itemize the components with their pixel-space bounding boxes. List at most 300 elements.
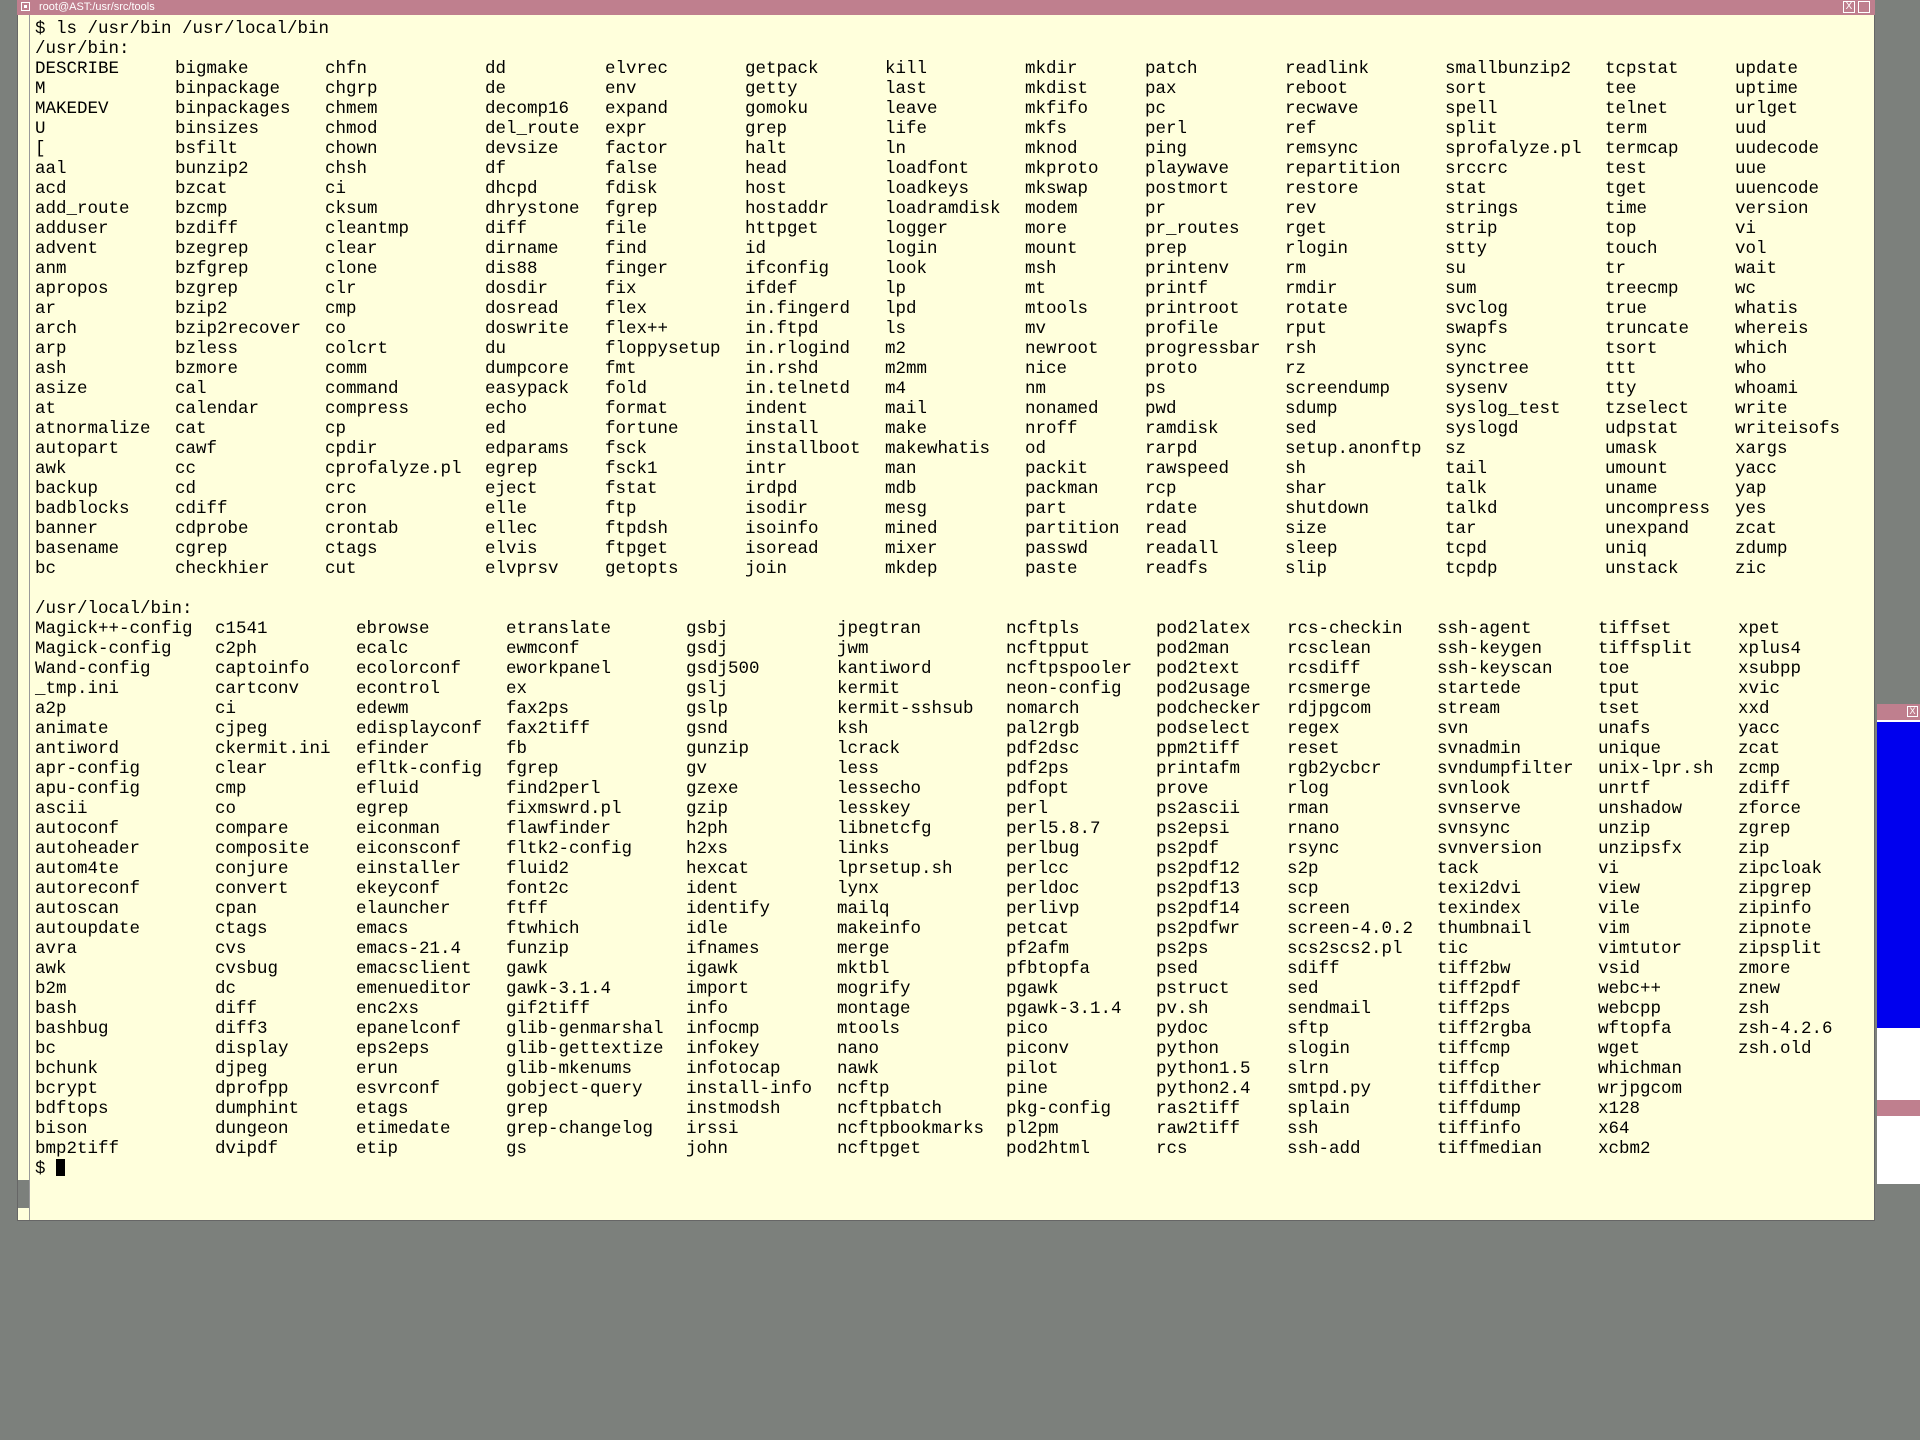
file-entry: atnormalize [35, 419, 151, 439]
file-entry: nonamed [1025, 399, 1099, 419]
file-entry: screendump [1285, 379, 1391, 399]
file-entry: cdprobe [175, 519, 249, 539]
file-entry: dis88 [485, 259, 538, 279]
file-entry: mkdir [1025, 59, 1078, 79]
file-entry: tcpd [1445, 539, 1488, 559]
file-entry: remsync [1285, 139, 1359, 159]
file-entry: nice [1025, 359, 1068, 379]
file-entry: funzip [506, 939, 570, 959]
file-entry: bashbug [35, 1019, 109, 1039]
file-entry: readlink [1285, 59, 1370, 79]
file-entry: pilot [1006, 1059, 1059, 1079]
file-entry: playwave [1145, 159, 1230, 179]
file-entry: mkfifo [1025, 99, 1089, 119]
file-entry: bdftops [35, 1099, 109, 1119]
usr-local-bin-header: /usr/local/bin: [35, 599, 193, 619]
file-entry: treecmp [1605, 279, 1679, 299]
file-entry: synctree [1445, 359, 1530, 379]
file-entry: tiffset [1598, 619, 1672, 639]
file-entry: mktbl [837, 959, 890, 979]
file-entry: kantiword [837, 659, 932, 679]
file-entry: add_route [35, 199, 130, 219]
file-entry: autoconf [35, 819, 120, 839]
file-entry: gsdj [686, 639, 729, 659]
file-entry: co [325, 319, 347, 339]
file-entry: mtools [837, 1019, 901, 1039]
file-entry: passwd [1025, 539, 1089, 559]
file-entry: false [605, 159, 658, 179]
file-entry: instmodsh [686, 1099, 781, 1119]
file-entry: etags [356, 1099, 409, 1119]
file-entry: merge [837, 939, 890, 959]
file-entry: packit [1025, 459, 1089, 479]
file-entry: floppysetup [605, 339, 721, 359]
file-entry: ssh-keyscan [1437, 659, 1553, 679]
file-entry: bison [35, 1119, 88, 1139]
file-entry: perl [1006, 799, 1049, 819]
file-entry: ncftpget [837, 1139, 922, 1159]
file-entry: fax2tiff [506, 719, 591, 739]
file-entry: rsh [1285, 339, 1317, 359]
file-entry: glib-genmarshal [506, 1019, 664, 1039]
file-entry: join [745, 559, 788, 579]
file-entry: ed [485, 419, 507, 439]
file-entry: irdpd [745, 479, 798, 499]
file-entry: pkg-config [1006, 1099, 1112, 1119]
file-entry: fix [605, 279, 637, 299]
file-entry: which [1735, 339, 1788, 359]
file-entry: ps2ps [1156, 939, 1209, 959]
file-entry: psed [1156, 959, 1199, 979]
file-entry: sftp [1287, 1019, 1330, 1039]
file-entry: c1541 [215, 619, 268, 639]
terminal-window[interactable] [17, 15, 1875, 1221]
file-entry: tiffsplit [1598, 639, 1693, 659]
file-entry: at [35, 399, 57, 419]
file-entry: fluid2 [506, 859, 570, 879]
file-entry: pdf2dsc [1006, 739, 1080, 759]
file-entry: echo [485, 399, 528, 419]
file-entry: unafs [1598, 719, 1651, 739]
file-entry: xxd [1738, 699, 1770, 719]
file-entry: pal2rgb [1006, 719, 1080, 739]
file-entry: chfn [325, 59, 368, 79]
file-entry: zforce [1738, 799, 1802, 819]
file-entry: autoreconf [35, 879, 141, 899]
file-entry: rman [1287, 799, 1330, 819]
file-entry: nawk [837, 1059, 880, 1079]
file-entry: rm [1285, 259, 1307, 279]
file-entry: chgrp [325, 79, 378, 99]
file-entry: bzegrep [175, 239, 249, 259]
file-entry: lp [885, 279, 907, 299]
window-resize-icon[interactable] [1858, 1, 1870, 13]
file-entry: ps2pdf13 [1156, 879, 1241, 899]
empty-cell [1738, 1059, 1868, 1079]
file-entry: einstaller [356, 859, 462, 879]
background-window-content [1877, 722, 1920, 1028]
terminal-scrollbar[interactable] [18, 15, 30, 1220]
file-entry: look [885, 259, 928, 279]
file-entry: tsort [1605, 339, 1658, 359]
file-entry: syslog_test [1445, 399, 1561, 419]
file-entry: font2c [506, 879, 570, 899]
file-entry: yap [1735, 479, 1767, 499]
file-entry: cat [175, 419, 207, 439]
file-entry: shutdown [1285, 499, 1370, 519]
file-entry: top [1605, 219, 1637, 239]
file-entry: svnadmin [1437, 739, 1522, 759]
file-entry: zcmp [1738, 759, 1781, 779]
file-entry: sh [1285, 459, 1307, 479]
file-entry: tiffinfo [1437, 1119, 1522, 1139]
empty-cell [1738, 1139, 1868, 1159]
file-entry: wftopfa [1598, 1019, 1672, 1039]
file-entry: ttt [1605, 359, 1637, 379]
file-entry: rcp [1145, 479, 1177, 499]
file-entry: bigmake [175, 59, 249, 79]
window-menu-icon[interactable] [21, 2, 30, 11]
usr-bin-listing [35, 59, 1868, 579]
file-entry: ras2tiff [1156, 1099, 1241, 1119]
background-window-close-button[interactable]: X [1907, 706, 1918, 717]
file-entry: setup.anonftp [1285, 439, 1422, 459]
file-entry: composite [215, 839, 310, 859]
file-entry: isoinfo [745, 519, 819, 539]
prompt-line[interactable] [35, 1159, 1868, 1179]
file-entry: makewhatis [885, 439, 991, 459]
file-entry: isodir [745, 499, 809, 519]
file-entry: gawk-3.1.4 [506, 979, 612, 999]
file-entry: whereis [1735, 319, 1809, 339]
file-entry: kermit-sshsub [837, 699, 974, 719]
file-entry: vsid [1598, 959, 1641, 979]
file-entry: x64 [1598, 1119, 1630, 1139]
file-entry: h2xs [686, 839, 729, 859]
file-entry: wait [1735, 259, 1778, 279]
file-entry: rput [1285, 319, 1328, 339]
file-entry: gslj [686, 679, 729, 699]
file-entry: stty [1445, 239, 1488, 259]
file-entry: term [1605, 119, 1648, 139]
file-entry: apr-config [35, 759, 141, 779]
file-entry: installboot [745, 439, 861, 459]
file-entry: cartconv [215, 679, 300, 699]
file-entry: ps2epsi [1156, 819, 1230, 839]
file-entry: modem [1025, 199, 1078, 219]
file-entry: [ [35, 139, 46, 159]
file-entry: crc [325, 479, 357, 499]
file-entry: getty [745, 79, 798, 99]
file-entry: dprofpp [215, 1079, 289, 1099]
file-entry: uudecode [1735, 139, 1820, 159]
file-entry: python1.5 [1156, 1059, 1251, 1079]
file-entry: unrtf [1598, 779, 1651, 799]
file-entry: pine [1006, 1079, 1049, 1099]
file-entry: eiconman [356, 819, 441, 839]
file-entry: gsnd [686, 719, 729, 739]
background-window[interactable] [1877, 704, 1920, 1184]
file-entry: srccrc [1445, 159, 1509, 179]
file-entry: piconv [1006, 1039, 1070, 1059]
file-entry: perl [1145, 119, 1188, 139]
file-entry: jpegtran [837, 619, 922, 639]
file-entry: efluid [356, 779, 420, 799]
file-entry: dd [485, 59, 507, 79]
file-entry: zipgrep [1738, 879, 1812, 899]
file-entry: mkswap [1025, 179, 1089, 199]
background-window-titlebar[interactable] [1877, 704, 1920, 720]
file-entry: djpeg [215, 1059, 268, 1079]
file-entry: Wand-config [35, 659, 151, 679]
file-entry: mkdep [885, 559, 938, 579]
file-entry: install-info [686, 1079, 813, 1099]
file-entry: size [1285, 519, 1328, 539]
file-entry: xplus4 [1738, 639, 1802, 659]
file-entry: svndumpfilter [1437, 759, 1574, 779]
file-entry: lessecho [837, 779, 922, 799]
usr-bin-header: /usr/bin: [35, 39, 130, 59]
file-entry: zmore [1738, 959, 1791, 979]
file-entry: rarpd [1145, 439, 1198, 459]
file-entry: fax2ps [506, 699, 570, 719]
file-entry: newroot [1025, 339, 1099, 359]
file-entry: bsfilt [175, 139, 239, 159]
file-entry: in.rlogind [745, 339, 851, 359]
file-entry: pf2afm [1006, 939, 1070, 959]
file-entry: chown [325, 139, 378, 159]
file-entry: screen [1287, 899, 1351, 919]
file-entry: less [837, 759, 880, 779]
file-entry: basename [35, 539, 120, 559]
file-entry: progressbar [1145, 339, 1261, 359]
file-entry: pod2html [1006, 1139, 1091, 1159]
file-entry: scp [1287, 879, 1319, 899]
file-entry: eps2eps [356, 1039, 430, 1059]
file-entry: loadramdisk [885, 199, 1001, 219]
file-entry: petcat [1006, 919, 1070, 939]
file-entry: pl2pm [1006, 1119, 1059, 1139]
file-entry: clr [325, 279, 357, 299]
file-entry: chsh [325, 159, 368, 179]
file-entry: mdb [885, 479, 917, 499]
file-entry: gv [686, 759, 708, 779]
file-entry: fdisk [605, 179, 658, 199]
file-entry: tiff2ps [1437, 999, 1511, 1019]
file-entry: unzipsfx [1598, 839, 1683, 859]
file-entry: in.rshd [745, 359, 819, 379]
file-entry: head [745, 159, 788, 179]
file-entry: life [885, 119, 928, 139]
file-entry: df [485, 159, 507, 179]
file-entry: pdfopt [1006, 779, 1070, 799]
file-entry: compress [325, 399, 410, 419]
file-entry: who [1735, 359, 1767, 379]
background-window-titlebar-2[interactable] [1877, 1100, 1920, 1116]
file-entry: nroff [1025, 419, 1078, 439]
file-entry: colcrt [325, 339, 389, 359]
file-entry: rcsdiff [1287, 659, 1361, 679]
file-entry: urlget [1735, 99, 1799, 119]
file-entry: econtrol [356, 679, 441, 699]
file-entry: talkd [1445, 499, 1498, 519]
file-entry: avra [35, 939, 78, 959]
file-entry: read [1145, 519, 1188, 539]
file-entry: display [215, 1039, 289, 1059]
file-entry: tiffcmp [1437, 1039, 1511, 1059]
file-entry: h2ph [686, 819, 729, 839]
file-entry: pod2man [1156, 639, 1230, 659]
file-entry: elle [485, 499, 528, 519]
file-entry: sprofalyze.pl [1445, 139, 1582, 159]
file-entry: cgrep [175, 539, 228, 559]
file-entry: ifdef [745, 279, 798, 299]
file-entry: podselect [1156, 719, 1251, 739]
file-entry: indent [745, 399, 809, 419]
file-entry: bzgrep [175, 279, 239, 299]
file-entry: perldoc [1006, 879, 1080, 899]
file-entry: ash [35, 359, 67, 379]
file-entry: whoami [1735, 379, 1799, 399]
file-entry: loadkeys [885, 179, 970, 199]
file-entry: c2ph [215, 639, 258, 659]
file-entry: zdiff [1738, 779, 1791, 799]
file-entry: profile [1145, 319, 1219, 339]
file-entry: getopts [605, 559, 679, 579]
file-entry: readfs [1145, 559, 1209, 579]
file-entry: logger [885, 219, 949, 239]
file-entry: proto [1145, 359, 1198, 379]
file-entry: makeinfo [837, 919, 922, 939]
file-entry: perlbug [1006, 839, 1080, 859]
file-entry: truncate [1605, 319, 1690, 339]
file-entry: libnetcfg [837, 819, 932, 839]
file-entry: arch [35, 319, 78, 339]
file-entry: zic [1735, 559, 1767, 579]
file-entry: install [745, 419, 819, 439]
file-entry: rmdir [1285, 279, 1338, 299]
file-entry: awk [35, 459, 67, 479]
window-close-button[interactable]: X [1843, 1, 1855, 13]
file-entry: podchecker [1156, 699, 1262, 719]
file-entry: zcat [1735, 519, 1778, 539]
file-entry: autopart [35, 439, 120, 459]
terminal-output [35, 19, 1868, 1179]
file-entry: yacc [1738, 719, 1781, 739]
file-entry: wrjpgcom [1598, 1079, 1683, 1099]
file-entry: gsdj500 [686, 659, 760, 679]
file-entry: printf [1145, 279, 1209, 299]
window-titlebar[interactable] [17, 0, 1875, 15]
file-entry: xpet [1738, 619, 1781, 639]
file-entry: wc [1735, 279, 1757, 299]
file-entry: talk [1445, 479, 1488, 499]
file-entry: lprsetup.sh [837, 859, 953, 879]
file-entry: tty [1605, 379, 1637, 399]
file-entry: bzfgrep [175, 259, 249, 279]
file-entry: diff [485, 219, 528, 239]
file-entry: mkdist [1025, 79, 1089, 99]
file-entry: yacc [1735, 459, 1778, 479]
file-entry: vi [1598, 859, 1620, 879]
file-entry: zdump [1735, 539, 1788, 559]
file-entry: esvrconf [356, 1079, 441, 1099]
file-entry: zcat [1738, 739, 1781, 759]
scrollbar-thumb[interactable] [18, 1180, 29, 1208]
file-entry: b2m [35, 979, 67, 999]
file-entry: a2p [35, 699, 67, 719]
file-entry: ssh-agent [1437, 619, 1532, 639]
file-entry: fmt [605, 359, 637, 379]
empty-cell [1738, 1099, 1868, 1119]
file-entry: umask [1605, 439, 1658, 459]
file-entry: bash [35, 999, 78, 1019]
file-entry: partition [1025, 519, 1120, 539]
file-entry: perl5.8.7 [1006, 819, 1101, 839]
file-entry: fgrep [605, 199, 658, 219]
file-entry: cdiff [175, 499, 228, 519]
file-entry: animate [35, 719, 109, 739]
file-entry: tic [1437, 939, 1469, 959]
file-entry: rdjpgcom [1287, 699, 1372, 719]
file-entry: bzdiff [175, 219, 239, 239]
file-entry: m2 [885, 339, 907, 359]
file-entry: update [1735, 59, 1799, 79]
file-entry: httpget [745, 219, 819, 239]
file-entry: M [35, 79, 46, 99]
file-entry: intr [745, 459, 788, 479]
file-entry: svclog [1445, 299, 1509, 319]
file-entry: ellec [485, 519, 538, 539]
file-entry: binpackages [175, 99, 291, 119]
file-entry: ppm2tiff [1156, 739, 1241, 759]
file-entry: hostaddr [745, 199, 830, 219]
file-entry: dirname [485, 239, 559, 259]
file-entry: emacs-21.4 [356, 939, 462, 959]
file-entry: webc++ [1598, 979, 1662, 999]
file-entry: acd [35, 179, 67, 199]
file-entry: _tmp.ini [35, 679, 120, 699]
file-entry: gzip [686, 799, 729, 819]
file-entry: ssh-keygen [1437, 639, 1543, 659]
file-entry: time [1605, 199, 1648, 219]
file-entry: ewmconf [506, 639, 580, 659]
file-entry: in.telnetd [745, 379, 851, 399]
file-entry: screen-4.0.2 [1287, 919, 1414, 939]
file-entry: fstat [605, 479, 658, 499]
file-entry: rnano [1287, 819, 1340, 839]
file-entry: ramdisk [1145, 419, 1219, 439]
file-entry: tail [1445, 459, 1488, 479]
file-entry: ci [215, 699, 237, 719]
file-entry: neon-config [1006, 679, 1122, 699]
file-entry: texindex [1437, 899, 1522, 919]
file-entry: infokey [686, 1039, 760, 1059]
file-entry: autoheader [35, 839, 141, 859]
file-entry: comm [325, 359, 368, 379]
file-entry: autoupdate [35, 919, 141, 939]
file-entry: pv.sh [1156, 999, 1209, 1019]
file-entry: grep [745, 119, 788, 139]
file-entry: awk [35, 959, 67, 979]
file-entry: fixmswrd.pl [506, 799, 622, 819]
file-entry: fb [506, 739, 528, 759]
file-entry: perlivp [1006, 899, 1080, 919]
file-entry: fgrep [506, 759, 559, 779]
file-entry: mailq [837, 899, 890, 919]
file-entry: perlcc [1006, 859, 1070, 879]
file-entry: udpstat [1605, 419, 1679, 439]
